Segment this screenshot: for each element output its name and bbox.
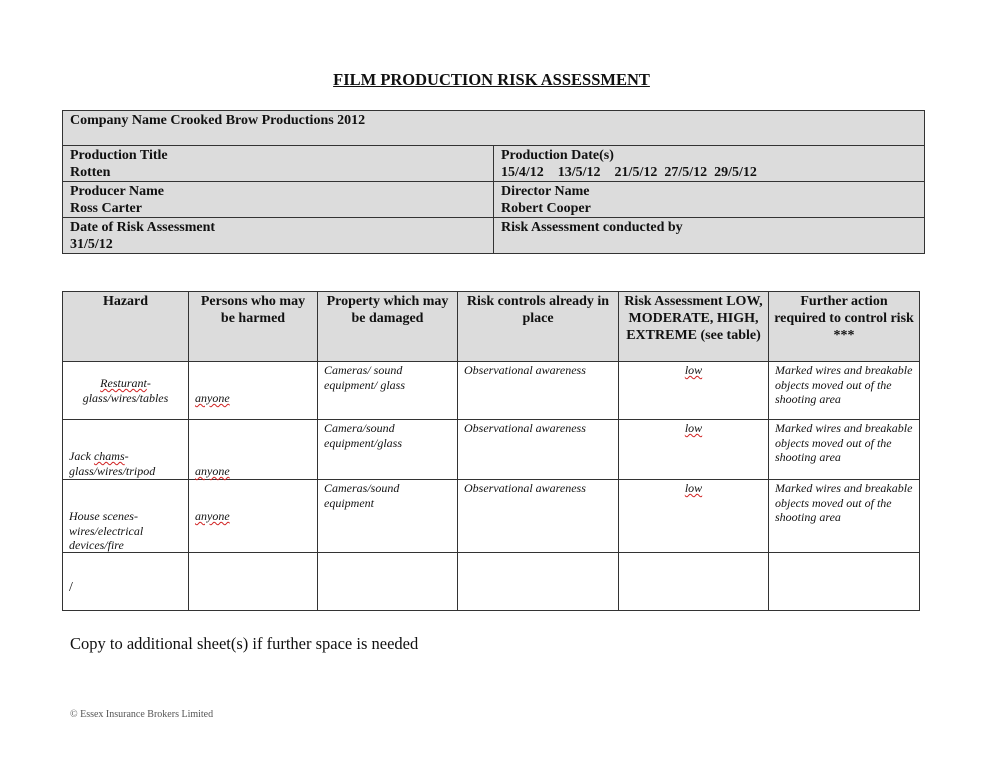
conducted-by-label: Risk Assessment conducted by: [501, 220, 683, 235]
table-row: [63, 362, 920, 420]
further-action-cell: Marked wires and breakable objects moved out of the shooting area: [769, 362, 920, 420]
header-further: Further action required to control risk ***: [769, 292, 920, 362]
table-row: [63, 480, 920, 553]
assessment-date-cell: [63, 218, 494, 254]
assessment-text: low: [684, 481, 703, 495]
director-cell: [494, 182, 925, 218]
persons-cell: [189, 362, 318, 420]
controls-cell: Observational awareness: [458, 362, 619, 420]
hazard-table: [62, 291, 920, 611]
further-action-cell: Marked wires and breakable objects moved out of the shooting area: [769, 480, 920, 553]
property-cell: Cameras/sound equipment: [318, 480, 458, 553]
header-hazard: Hazard: [63, 292, 189, 362]
production-title-cell: [63, 146, 494, 182]
header-assessment: Risk Assessment LOW, MODERATE, HIGH, EXTREME (see table): [619, 292, 769, 362]
producer-value: Ross Carter: [70, 201, 142, 216]
assessment-cell: [619, 553, 769, 611]
copyright-notice: © Essex Insurance Brokers Limited: [70, 709, 214, 720]
hazard-cell: [63, 362, 189, 420]
director-value: Robert Cooper: [501, 201, 591, 216]
further-action-cell: Marked wires and breakable objects moved out of the shooting area: [769, 420, 920, 480]
hazard-cell: [63, 420, 189, 480]
persons-cell: [189, 553, 318, 611]
producer-label: Producer Name: [70, 184, 164, 199]
assessment-text: low: [684, 363, 703, 377]
production-info-table: [62, 110, 925, 254]
header-controls: Risk controls already in place: [458, 292, 619, 362]
property-cell: Cameras/ sound equipment/ glass: [318, 362, 458, 420]
persons-cell: [189, 480, 318, 553]
document-title: FILM PRODUCTION RISK ASSESSMENT: [333, 70, 650, 89]
assessment-date-value: 31/5/12: [70, 237, 113, 252]
header-persons: Persons who may be harmed: [189, 292, 318, 362]
production-dates-value: 15/4/12 13/5/12 21/5/12 27/5/12 29/5/12: [501, 165, 757, 180]
hazard-text: chams: [93, 449, 125, 463]
hazard-text: Jack: [69, 449, 94, 463]
header-property: Property which may be damaged: [318, 292, 458, 362]
production-title-label: Production Title: [70, 148, 168, 163]
table-row: [63, 553, 920, 611]
assessment-text: low: [684, 421, 703, 435]
assessment-cell: [619, 362, 769, 420]
property-cell: [318, 553, 458, 611]
producer-cell: [63, 182, 494, 218]
hazard-text: -glass/wires/tables: [82, 376, 169, 405]
production-dates-cell: [494, 146, 925, 182]
persons-text: anyone: [195, 464, 230, 478]
conducted-by-cell: [494, 218, 925, 254]
hazard-text: Resturant: [100, 376, 147, 390]
additional-sheets-note: Copy to additional sheet(s) if further space is needed: [70, 634, 419, 653]
hazard-cell: [63, 553, 189, 611]
further-action-cell: [769, 553, 920, 611]
controls-cell: Observational awareness: [458, 420, 619, 480]
persons-cell: [189, 420, 318, 480]
persons-text: anyone: [195, 509, 230, 523]
persons-text: anyone: [195, 391, 230, 405]
assessment-date-label: Date of Risk Assessment: [70, 220, 216, 235]
hazard-cell: [63, 480, 189, 553]
company-name: Company Name Crooked Brow Productions 2012: [63, 111, 925, 146]
assessment-cell: [619, 480, 769, 553]
hazard-text: -glass/wires/tripod: [69, 449, 156, 478]
controls-cell: Observational awareness: [458, 480, 619, 553]
assessment-cell: [619, 420, 769, 480]
table-row: [63, 420, 920, 480]
hazard-text: House scenes-wires/electrical devices/fire: [69, 509, 144, 552]
production-title-value: Rotten: [70, 165, 111, 180]
director-label: Director Name: [501, 184, 590, 199]
production-dates-label: Production Date(s): [501, 148, 614, 163]
hazard-text: /: [69, 580, 73, 595]
property-cell: Camera/sound equipment/glass: [318, 420, 458, 480]
controls-cell: [458, 553, 619, 611]
